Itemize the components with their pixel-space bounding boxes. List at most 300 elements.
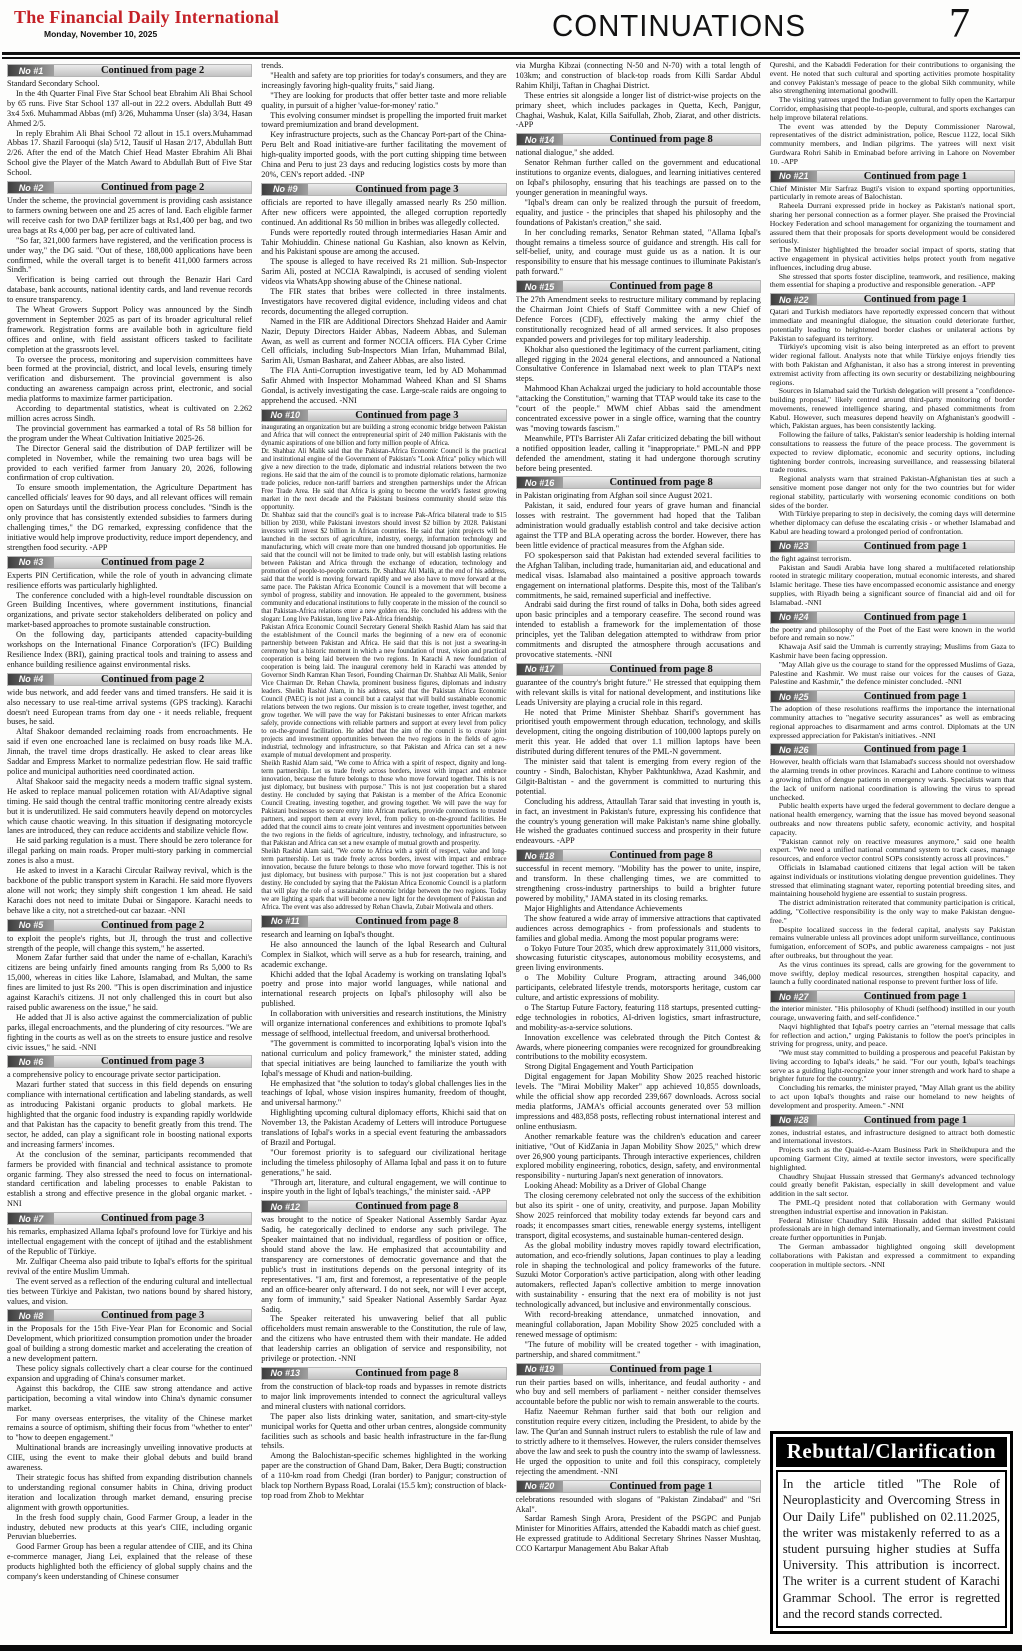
paragraph: the fight against terrorism.	[769, 553, 852, 563]
continuation-no-8	[7, 1309, 252, 1582]
section-continued-label: Continued from page 2	[100, 65, 205, 76]
paragraph: "May Allah give us the courage to stand for the oppressed Muslims of Gaza, Palestine and Kashmir. We must raise our voices for the causes of Gaza, Palestine and Kashmir," the defence minister concluded. -NNI	[769, 659, 1015, 687]
continuation-no-11	[261, 915, 506, 1197]
section-body	[261, 198, 506, 406]
paragraph: The Minister highlighted the broader social impact of sports, stating that active engagement in physical activities helps protect youth from negative influences, including drug abuse.	[769, 245, 1015, 272]
continuation-no-4	[7, 673, 252, 916]
paragraph: The Wheat Growers Support Policy was announced by the Sindh government in September 2025 as part of its broader agricultural relief framework. Registration forms are available both in agriculture field offices and online, with field assistant officers tasked to facilitate completion at the grassroots level.	[7, 305, 253, 354]
continuation-no-26	[770, 743, 1015, 987]
section-continued-label: Continued from page 1	[863, 691, 968, 703]
section-body	[7, 1324, 252, 1582]
paragraph: The FIR states that bribes were collected in three instalments. Investigators have recovered digital evidence, including videos and chat records, documenting the alleged corruption.	[261, 287, 507, 316]
section-continued-label: Continued from page 8	[355, 915, 459, 927]
continuation-lead	[261, 61, 506, 180]
section-continued-label: Continued from page 8	[609, 477, 713, 489]
section-body	[516, 1495, 761, 1554]
section-body	[7, 934, 252, 1053]
section-body	[516, 864, 761, 1359]
section-header-bar	[261, 1367, 506, 1380]
paragraph: the poetry and philosophy of the Poet of the East were known in the world before and remain so now."	[769, 624, 1015, 643]
section-body	[261, 1382, 506, 1501]
paragraph: in the Proposals for the 15th Five-Year Plan for Economic and Social Development, which prioritized consumption promotion under the broader goal of building a strong domestic market and accelerating the creation of a new development pattern.	[7, 1324, 253, 1364]
paragraph: o The Mobility Culture Program, attracting around 346,000 participants, celebrated lifestyle trends, motorsports heritage, custom car culture, and artistic expressions of mobility.	[515, 973, 761, 1003]
paragraph: Sardar Ramesh Singh Arora, President of the PSGPC and Punjab Minister for Minorities Affairs, attended the Kabaddi match as chief guest. He expressed gratitude to Additional Secretary Shrines Nasser Mushtaq, CCO Kartarpur Management Abu Bakar Aftab	[515, 1514, 761, 1554]
section-continued-label: Continued from page 1	[863, 1114, 968, 1126]
paragraph: Sheikh Rashid Alam said, "We come to Africa with a spirit of respect, value and long-term partnership. Let us trade freely across borders, invest with impact and embrace innovation, because the future belongs to those who move forward together. This is not just diplomacy, but business with purpose." This is not just cooperation but a shared destiny. He concluded by saying that the Pakistan Africa Economic Council is a platform that will play the role of a sustainable economic bridge between the two regions. Today we are lighting a spark that will become a new light for the development of Pakistan and Africa. The event was also addressed by Rehan Chawla, Zubair Motiwala and others.	[261, 847, 507, 911]
section-body	[770, 626, 1015, 688]
section-number-chip: No #9	[262, 184, 308, 195]
section-continued-label: Continued from page 3	[355, 183, 459, 195]
paragraph: In the fresh food supply chain, Good Farmer Group, a leader in the industry, debuted new products at this year's CIIE, including organic Peruvian blueberries.	[7, 1512, 253, 1542]
paragraph: Altaf Shakoor said the megacity needs a modern traffic signal system. He asked to replace manual policemen rotation with AI/Adaptive signal timing. He said though the central traffic monitoring centre already exists but it is underutilized. He said commuters heavily depend on motorcycles which cause chaotic weaving. In this situation if designating motorcycle lanes are introduced, they can reduce accidents and stabilize vehicle flow.	[7, 776, 253, 836]
continuation-no-20	[516, 1480, 761, 1554]
paragraph: in Pakistan originating from Afghan soil since August 2021.	[515, 491, 713, 501]
section-continued-label: Continued from page 2	[100, 556, 205, 568]
column-4	[770, 61, 1015, 1644]
paragraph: The show featured a wide array of immersive attractions that captivated audiences across demographics - from professionals and students to families and global media. Among the most popular programs were:	[515, 913, 761, 943]
column-4-text	[770, 61, 1015, 1419]
section-number-chip: No #20	[517, 1481, 563, 1492]
section-number-chip: No #4	[8, 674, 54, 685]
paragraph: The spouse is alleged to have received Rs 21 million. Sub-Inspector Sarim Ali, posted at NCCIA Rawalpindi, is accused of sending violent videos via WhatsApp showing abuse of the Chinese national.	[261, 257, 507, 287]
section-number-chip: No #8	[8, 1310, 54, 1321]
paragraph: The visiting yatrees urged the Indian government to fully open the Kartarpur Corridor, emphasising that people-to-people, cultural, and sports exchanges can help improve bilateral relations.	[769, 95, 1015, 122]
paragraph: Digital engagement for Japan Mobility Show 2025 reached historic levels. The "Mirai Mobility Maker" app achieved 10,855 downloads, while the official show app recorded 239,667 downloads. Across social media platforms, JAMA's official accounts generated over 53 million impressions and 483,858 posts, reflecting robust international interest and online enthusiasm.	[515, 1072, 761, 1131]
section-header-bar	[7, 1309, 252, 1322]
paragraph: In the 4th Quarter Final Five Star School beat Ebrahim Ali Bhai School by 65 runs. Five Star School 137 all-out in 22.2 overs. Abdullah Butt 49 3x4 5x6. Muhammad Abbas (mf) 3/26, Muhamma Unser (sla) 3/34, Hasan Ahmed 2/5.	[7, 88, 253, 128]
paragraph: Federal Minister Chaudhry Salik Hussain added that skilled Pakistani professionals are in high demand internationally, and German investment could create further opportunities in Punjab.	[769, 1215, 1015, 1243]
paragraph: Experts PIN Certification, while the role of youth in advancing climate resilience efforts was particularly highlighted.	[7, 570, 253, 590]
paragraph: These policy signals collectively chart a clear course for the continued expansion and upgrading of China's consumer market.	[7, 1364, 253, 1383]
section-header-bar	[770, 1114, 1015, 1127]
paragraph: "The government is committed to incorporating Iqbal's vision into the national curriculum and policy framework," the minister stated, adding that special initiatives are being launched to familiarize the youth with Iqbal's message of Khudi and nation-building.	[261, 1038, 507, 1078]
section-header-bar	[770, 170, 1015, 183]
continuation-no-21	[770, 170, 1015, 291]
paragraph: Verification is being carried out through the Benazir Hari Card database, bank accounts, national identity cards, and land revenue records to ensure transparency.	[7, 275, 253, 305]
paragraph: The PML-Q president noted that collaboration with Germany would strengthen industrial expertise and innovation in Pakistan.	[769, 1198, 1015, 1216]
section-body	[7, 79, 252, 178]
section-body	[516, 1378, 761, 1477]
section-body	[261, 930, 506, 1197]
paragraph: Another remarkable feature was the children's education and career initiative, "Out of KidZania in Japan Mobility Show 2025," which drew over 26,900 young participants. Through interactive experiences, children explored mobility engineering, robotics, design, safety, and environmental responsibility - nurturing Japan's next generation of innovators.	[515, 1131, 761, 1181]
paragraph: Under the scheme, the provincial government is providing cash assistance to farmers owning between one and 25 acres of land. Each eligible farmer will receive cash for two DAP fertilizer bags at Rs1,400 per bag, and two urea bags at Rs 4,000 per bag, per acre of cultivated land.	[7, 196, 253, 235]
column-2	[261, 61, 506, 1644]
section-body	[261, 1215, 506, 1364]
paragraph: Senator Rehman further called on the government and educational institutions to organize events, dialogues, and learning initiatives centered on Iqbal's philosophy, ensuring that his teachings are passed on to the younger generation in meaningful ways.	[515, 158, 761, 197]
section-number-chip: No #26	[771, 744, 817, 755]
section-header-bar	[770, 743, 1015, 756]
paragraph: was brought to the notice of Speaker National Assembly Sardar Ayaz Sadiq, he categorically declined to endorse any such privilege. The Speaker maintained that no individual, regardless of position or office, should stand above the law. He emphasized that accountability and transparency are cornerstones of democratic governance and that the public's trust in institutions depends on the personal integrity of its representatives. "I am, first and foremost, a representative of the people and an office-bearer only afterward. I do not seek, nor will I ever accept, any form of immunity," said Speaker National Assembly Sardar Ayaz Sadiq.	[261, 1215, 507, 1314]
paragraph: "Through art, literature, and cultural engagement, we will continue to inspire youth in the light of Iqbal's teachings," the minister said. -APP	[261, 1177, 507, 1197]
continuation-lead	[770, 61, 1015, 167]
paragraph: Mahmood Khan Achakzai urged the judiciary to hold accountable those "attacking the Constitution," warning that TTAP would take its case to the "court of the people." MWM chief Abbas said the amendment concentrated excessive power in a single office, warning that the country was "moving towards fascism."	[515, 384, 761, 433]
paragraph: Khichi added that the Iqbal Academy is working on translating Iqbal's poetry and prose into major world languages, while national and international research projects on Iqbal's philosophy will also be published.	[261, 969, 507, 1009]
paragraph: The Director General said the distribution of DAP fertilizer will be completed in November, while the remaining two urea bags will be provided to each verified farmer from January 20, 2026, following confirmation of crop cultivation.	[7, 443, 253, 483]
continuation-no-12	[261, 1200, 506, 1364]
section-body	[770, 185, 1015, 291]
paragraph: As the global mobility industry moves rapidly toward electrification, automation, and eco-friendly solutions, Japan continues to play a leading role in shaping the technological and policy frameworks of the future. Suzuki Motor Corporation's active participation, along with other leading automakers, reflected Japan's collective ambition to merge innovation with sustainability - ensuring that the next era of mobility is not just technologically advanced, but inclusive and environmentally conscious.	[515, 1240, 761, 1310]
section-header-bar	[7, 919, 252, 932]
paragraph: The Speaker reiterated his unwavering belief that all public officeholders must remain answerable to the Constitution, the rule of law, and the citizens who have entrusted them with their mandate. He added that leadership carries an obligation of service and responsibility, not privilege or protection. -NNI	[261, 1314, 507, 1364]
section-header-bar	[261, 409, 506, 422]
paragraph: Among the Balochistan-specific schemes highlighted in the working paper are the construction of Ghand Dam, Baker, Dera Bugti; construction of a 110-km road from Chedgi (Iran border) to Panjgur; construction of black top Northern Bypass Road, Loralai (15.5 km); construction of black-top road from Zhob to Mekhtar	[261, 1451, 507, 1500]
paragraph: With record-breaking attendance, unmatched innovation, and meaningful collaboration, Japan Mobility Show 2025 concluded with a renewed message of optimism:	[515, 1310, 761, 1339]
paragraph: Dr. Shahbaz Ali Malik said that the Pakistan-Africa Economic Council is the practical and institutional engine of the Government of Pakistan's "Look Africa" policy which will give a new direction to the trade, diplomatic and industrial relations between the two regions. He said that the aim of the council is to promote diplomatic relations, harmonize trade policies, reduce non-tariff barriers and strengthen partnerships under the African Free Trade Area. He said that Africa is going to become the world's fastest growing market in the next decade and the Pakistani business community should seize this opportunity.	[261, 447, 507, 511]
paragraph: Projects such as the Quaid-e-Azam Business Park in Sheikhupura and the upcoming Garment City, aimed at textile sector investors, were specifically highlighted.	[769, 1145, 1015, 1172]
paragraph: Meanwhile, PTI's Barrister Ali Zafar criticized debating the bill without a notified opposition leader, calling it "inappropriate." PML-N and PPP defended the amendment, stating it had undergone thorough scrutiny before being presented.	[515, 433, 761, 473]
paragraph: "So far, 321,000 farmers have registered, and the verification process is under way," the DG said. "Out of these, 188,000 applications have been confirmed, while the overall target is to benefit 411,000 farmers across Sindh."	[7, 235, 253, 275]
section-continued-label: Continued from page 1	[609, 1480, 713, 1492]
paragraph: To oversee the process, monitoring and supervision committees have been formed at the provincial, district, and local levels, ensuring timely verification and disbursement. The provincial government is also conducting an awareness campaign across print, electronic, and social media platforms to maximize farmer participation.	[7, 354, 253, 404]
paragraph: Khawaja Asif said the Ummah is currently straying; Muslims from Gaza to Kashmir have been facing oppression.	[769, 642, 1015, 661]
paragraph: Standard Secondary School.	[7, 79, 100, 88]
section-header-bar	[516, 1480, 761, 1493]
continuation-no-19	[516, 1363, 761, 1477]
paragraph: Mazari further stated that success in this field depends on ensuring compliance with international certification and labeling standards, as well as introducing Pakistani organic products to global markets. He highlighted that the organic food industry is expanding rapidly worldwide and that Pakistan has the capacity to benefit greatly from this trend. The sector, he added, can play a significant role in boosting national exports and increasing farmers' incomes.	[7, 1080, 253, 1149]
section-body	[7, 688, 252, 916]
section-continued-label: Continued from page 2	[100, 182, 205, 194]
paragraph: The event served as a reflection of the enduring cultural and intellectual ties between Türkiye and Pakistan, two nations bound by shared history, values, and vision.	[7, 1276, 253, 1306]
continuation-no-17	[516, 663, 761, 846]
paragraph: Against this backdrop, the CIIE saw strong attendance and active participation, becoming a vital window into China's dynamic consumer market.	[7, 1383, 253, 1413]
paragraph: The district administration reiterated that community participation is critical, adding, "Collective responsibility is the only way to make Pakistan dengue-free."	[769, 898, 1015, 925]
paragraph: He asked to invest in a Karachi Circular Railway revival, which is the backbone of the public transport system in Karachi. He said more flyovers alone will not work; they simply shift congestion 1 km ahead. He said Karachi does not need to imitate Dubai or Singapore. Karachi needs to behave like a city, not a stretched-out car bazaar. -NNI	[7, 866, 253, 915]
paragraph: celebrations resounded with slogans of "Pakistan Zindabad" and "Sri Akal".	[515, 1494, 761, 1514]
paragraph: national dialogue," she added.	[515, 148, 615, 158]
column-3	[516, 61, 761, 1644]
section-body	[770, 555, 1015, 608]
section-number-chip: No #24	[771, 612, 817, 623]
paragraph: Good Farmer Group has been a regular attendee of CIIE, and its China e-commerce manager, Jiang Lei, explained that the release of these products highlighted both the efficiency of global supply chains and the company's keen understanding of Chinese consumer	[7, 1542, 253, 1582]
paragraph: o The Startup Future Factory, featuring 118 startups, presented cutting-edge technologies in robotics, AI-driven logistics, smart infrastructure, and mobility-as-a-service solutions.	[515, 1002, 761, 1032]
page-number: 7	[949, 1, 970, 47]
section-header-bar	[516, 280, 761, 293]
section-number-chip: No #17	[517, 664, 563, 675]
section-continued-label: Continued from page 2	[100, 919, 205, 931]
section-number-chip: No #25	[771, 691, 817, 702]
paragraph: The closing ceremony celebrated not only the success of the exhibition but also its spirit - one of unity, creativity, and purpose. Japan Mobility Show 2025 reinforced that mobility today extends far beyond cars and roads; it encompasses smart cities, renewable energy systems, intelligent transport, digital ecosystems, and sustainable human-centered design.	[515, 1191, 761, 1240]
paragraph: On the following day, participants attended capacity-building workshops on the International Finance Corporation's (IFC) Building Resilience Index (BRI), gaining practical tools and training to assess and enhance building resilience against environmental risks.	[7, 630, 253, 669]
section-body	[516, 678, 761, 846]
paragraph: Naqvi highlighted that Iqbal's poetry carries an "eternal message that calls for reflection and action," urging Pakistanis to follow the poet's principles in striving for progress, unity, and peace.	[769, 1021, 1015, 1049]
paragraph: Mr. Zulfiqar Cheema also paid tribute to Iqbal's efforts for the spiritual revival of the entire Muslim Ummah.	[7, 1256, 253, 1276]
paragraph: Chief Minister Mir Sarfraz Bugti's vision to expand sporting opportunities, particularly in remote areas of Balochistan.	[769, 183, 1015, 202]
section-header-bar	[770, 690, 1015, 703]
paragraph: This evolving consumer mindset is propelling the imported fruit market toward premiumization and brand development.	[261, 110, 507, 130]
section-header-bar	[770, 990, 1015, 1003]
section-number-chip: No #13	[262, 1368, 308, 1379]
section-body	[770, 705, 1015, 740]
paragraph: Officials in Islamabad cautioned citizens that legal action will be taken against individuals or institutions violating dengue prevention guidelines. They stressed that eliminating stagnant water, reporting potential breeding sites, and maintaining household hygiene are essential to sustain progress.	[769, 862, 1015, 899]
section-header-bar	[7, 64, 252, 77]
section-number-chip: No #14	[517, 134, 563, 145]
paragraph: the interior minister. "His philosophy of Khudi (selfhood) instilled in our youth courage, unwavering faith, and self-confidence."	[769, 1004, 1015, 1022]
section-number-chip: No #19	[517, 1364, 563, 1375]
paragraph: Qureshi, and the Kabaddi Federation for their contributions to organising the event. He noted that such cultural and sporting activities promote hospitality and convey Pakistan's message of peace to the global Sikh community, while also strengthening international goodwill.	[769, 61, 1015, 96]
paragraph: Hafiz Naeemur Rehman further said that both our religion and constitution require every citizen, including the President, to abide by the law. The Qur'an and Sunnah instruct rulers to establish the rule of law and to strictly adhere to it themselves. However, the rulers consider themselves above the law and seek to push the country into the swamp of lawlessness. He urged the opposition to unite and foil this conspiracy, completely rejecting the amendment. -NNI	[515, 1407, 761, 1476]
rebuttal-title: Rebuttal/Clarification	[776, 1437, 1007, 1467]
continuation-no-14	[516, 133, 761, 277]
paragraph: Strong Digital Engagement and Youth Participation	[524, 1062, 694, 1072]
paragraph: Key infrastructure projects, such as the Chancay Port-part of the China-Peru Belt and Road initiative-are further facilitating the movement of high-quality imported goods, with the port cutting shipping time between China and Peru to just 23 days and reducing logistics costs by more than 20%, CEN's report added. -INP	[261, 130, 507, 179]
section-body	[261, 61, 506, 180]
paragraph: Sources in Islamabad said the Turkish delegation will present a "confidence-building proposal," likely centred around third-party monitoring of border movements, renewed intelligence sharing, and phased commitments from Kabul. However, such measures depend heavily on Afghanistan's goodwill - which, Pakistan argues, has been consistently lacking.	[769, 386, 1015, 431]
paragraph: zones, industrial estates, and infrastructure designed to attract both domestic and international investors.	[769, 1127, 1015, 1146]
section-number-chip: No #11	[262, 916, 308, 927]
continuation-no-23	[770, 540, 1015, 608]
paragraph: Funds were reportedly routed through intermediaries Hasan Amir and Tahir Mohiuddin. Chinese national Gu Kashian, also known as Kelvin, and his Pakistani spouse are among the accused.	[261, 227, 507, 257]
section-body	[7, 196, 252, 553]
continuation-no-25	[770, 690, 1015, 740]
section-number-chip: No #18	[517, 850, 563, 861]
paragraph: Concluding his remarks, the minister prayed, "May Allah grant us the ability to act upon Iqbal's thoughts and raise our homeland to new heights of development and prosperity. Ameen." -NNI	[769, 1083, 1015, 1110]
section-body	[7, 571, 252, 670]
paragraph: Altaf Shakoor demanded reclaiming roads from encroachments. He said if even one encroached lane is reclaimed on busy roads like M.A. Jinnah, the travel time drops drastically. He asked to clear areas like Saddar and Empress Market to normalize pedestrian flow. He said traffic police and municipal authorities need coordinated action.	[7, 727, 253, 776]
section-header-bar	[261, 915, 506, 928]
paragraph: inaugurating an organization but are building a strong economic bridge between Pakistan and Africa that will connect the entrepreneurial spirit of 240 million Pakistanis with the dynamic aspirations of one billion and forty million people of Africa.	[261, 423, 507, 447]
paragraph: Raheela Durrani expressed pride in hockey as Pakistan's national sport, sharing her personal connection as a former player. She praised the Provincial Hockey Federation and school management for organizing the tournament and assured them that their proposals for sports development would be considered seriously.	[769, 201, 1015, 246]
paragraph: FO spokesperson said that Pakistan had extended several facilities to the Afghan Taliban, including trade, humanitarian aid, and educational and medical visas. Islamabad also maintained a positive approach towards engagement on international platforms. Despite this, most of the Taliban's commitments, he said, remained superficial and ineffective.	[515, 550, 761, 600]
paragraph: Concluding his address, Attaullah Tarar said that investing in youth is, in fact, an investment in Pakistan's future, expressing his confidence that the country's young generation will make Pakistan's name shine globally. He wished the graduates continued success and prosperity in their future endeavours. -APP	[515, 796, 761, 846]
paragraph: He added that JI is also active against the commercialization of public parks, illegal encroachments, and the plundering of city resources. "We are fighting in the courts as well as on the streets to ensure justice and resolve civic issues," he said. -NNI	[7, 1012, 253, 1052]
paragraph: Khokhar also questioned the legitimacy of the current parliament, citing alleged rigging in the 2024 general elections, and announced a National Consultative Conference in Islamabad next week to plan TTAP's next steps.	[515, 344, 761, 384]
continuation-no-9	[261, 183, 506, 406]
section-body	[516, 491, 761, 659]
paragraph: The conference concluded with a high-level roundtable discussion on Green Building Incentives, where government institutions, financial organizations, and private sector stakeholders deliberated on policy and market-based approaches to promote sustainable construction.	[7, 590, 253, 630]
paragraph: Despite localized success in the federal capital, analysts say Pakistan remains vulnerable unless all provinces adopt uniform surveillance, continuous fumigation, enforcement of SOPs, and public awareness campaigns - not just after outbreaks, but throughout the year.	[769, 924, 1015, 960]
section-header-bar	[516, 476, 761, 489]
paragraph: to exploit the people's rights, but JI, through the trust and collective strength of the people, will change this system," he asserted.	[7, 933, 253, 953]
page-section-title: CONTINUATIONS	[552, 8, 806, 43]
paragraph: Their strategic focus has shifted from expanding distribution channels to understanding regional consumer habits in China, driving product iteration and localization through market demand, ensuring precise alignment with growth opportunities.	[7, 1473, 253, 1512]
section-body	[516, 61, 761, 130]
paragraph: The provincial government has earmarked a total of Rs 58 billion for the program under the Wheat Cultivation Initiative 2025-26.	[7, 423, 253, 443]
section-body	[516, 295, 761, 473]
paragraph: o Tokyo Future Tour 2035, which drew approximately 311,000 visitors, showcasing futuristic cityscapes, autonomous mobility ecosystems, and green living environments.	[515, 943, 761, 973]
section-body	[770, 1005, 1015, 1111]
paragraph: "Health and safety are top priorities for today's consumers, and they are increasingly favoring high-quality fruits," said Jiang.	[261, 70, 507, 90]
section-body	[770, 1129, 1015, 1270]
paragraph: To ensure smooth implementation, the Agriculture Department has cancelled officials' leaves for 90 days, and all relevant offices will remain open on Saturdays until the distribution process concludes. "Sindh is the only province that has consistently extended subsidies to farmers during challenging times," the DG remarked, expressing confidence that the initiative would help improve productivity, reduce import dependency, and strengthen food security. -APP	[7, 483, 253, 552]
paragraph: He said parking regulation is a must. There should be zero tolerance for illegal parking on main roads. Proper multi-story parking in commercial zones is also a must.	[7, 836, 253, 866]
paragraph: guarantee of the country's bright future." He stressed that equipping them with relevant skills is vital for national development, and institutions like Leads University are playing a crucial role in this regard.	[515, 677, 761, 707]
paragraph: wide bus network, and add feeder vans and timed transfers. He said it is also necessary to use real-time arrival systems (GPS tracking). Karachi doesn't need European trams from day one - it needs reliable, frequent buses, he said.	[7, 687, 253, 727]
paragraph: With Türkiye preparing to step in decisively, the coming days will determine whether diplomacy can defuse the escalating crisis - or whether Islamabad and Kabul are heading toward a prolonged period of confrontation.	[769, 509, 1015, 537]
paragraph: The 27th Amendment seeks to restructure military command by replacing the Chairman Joint Chiefs of Staff Committee with a new Chief of Defence Forces (CDF), effectively making the army chief the constitutionally recognized head of all armed services. It also proposes expanded powers and privileges for top military leadership.	[515, 295, 761, 344]
continuation-no-15	[516, 280, 761, 473]
paragraph: Innovation excellence was celebrated through the Pitch Contest & Awards, where pioneering companies were recognized for groundbreaking contributions to the mobility ecosystem.	[515, 1032, 761, 1062]
section-continued-label: Continued from page 1	[863, 170, 968, 182]
paragraph: These entries sit alongside a longer list of district-wise projects on the primary sheet, which includes packages in Quetta, Kech, Panjgur, Chaghai, Washuk, Kalat, Killa Saifullah, Zhob, Ziarat, and other districts. -APP	[515, 90, 761, 130]
paragraph: However, health officials warn that Islamabad's success should not overshadow the alarming trends in other provinces. Karachi and Lahore continue to witness a growing influx of dengue patients in emergency wards. Specialists warn that the lack of uniform national coordination is allowing the virus to spread unchecked.	[769, 757, 1015, 802]
section-body	[261, 424, 506, 912]
page-bottom-rule	[0, 1645, 1022, 1651]
paragraph: Andrabi said during the first round of talks in Doha, both sides agreed upon basic principles and a temporary ceasefire. The second round was intended to establish a framework for the implementation of those principles, yet the Taliban delegation attempted to withdraw from prior commitments and disrupted the atmosphere through accusations and provocative statements. -NNI	[515, 600, 761, 659]
section-continued-label: Continued from page 8	[609, 663, 713, 675]
section-number-chip: No #16	[517, 477, 563, 488]
paragraph: run their parties based on wills, inheritance, and feudal authority - and who buy and sell members of parliament - neither consider themselves accountable before the public nor wish to remain answerable to the courts.	[515, 1377, 761, 1407]
section-continued-label: Continued from page 1	[863, 744, 968, 756]
continuation-no-18	[516, 849, 761, 1359]
section-header-bar	[516, 849, 761, 862]
rebuttal-body: In the article titled "The Role of Neuroplasticity and Overcoming Stress in Our Daily Life" published on 02.11.2025, the writer was mistakenly referred to as a student pursuing higher studies at Suffa University. This attribution is incorrect. The writer is a current student of Karachi Grammar School. The error is regretted and the record stands corrected.	[776, 1470, 1007, 1628]
section-continued-label: Continued from page 3	[355, 409, 459, 421]
paragraph: "We must stay committed to building a prosperous and peaceful Pakistan by living according to Iqbal's ideals," he said. "For our youth, Iqbal's teachings serve as a guiding light-recognize your inner strength and work hard to shape a brighter future for the country."	[769, 1048, 1015, 1084]
paragraph: Pakistan, it said, endured four years of grave human and financial losses with restraint. The government had hoped that the Taliban administration would gradually establish control and take decisive action against the TTP and BLA operating across the border. However, there has been little evidence of practical measures from the Afghan side.	[515, 501, 761, 550]
paragraph: Pakistan and Saudi Arabia have long shared a multifaceted relationship rooted in strategic military cooperation, mutual economic interests, and shared Islamic heritage. These ties have encompassed economic assistance and energy supplies, with Riyadh being a significant source of financial aid and oil for Islamabad. -NNI	[769, 562, 1015, 607]
section-continued-label: Continued from page 3	[100, 1213, 205, 1225]
section-continued-label: Continued from page 2	[100, 673, 205, 685]
paragraph: Regional analysts warn that strained Pakistan-Afghanistan ties at such a sensitive moment pose danger not only for the two countries but for wider regional stability, particularly with worsening economic conditions on both sides of the border.	[769, 474, 1015, 510]
section-continued-label: Continued from page 1	[609, 1363, 713, 1375]
section-header-bar	[770, 611, 1015, 624]
section-number-chip: No #2	[8, 182, 54, 193]
paragraph: Major Highlights and Attendance Achievements	[524, 903, 683, 913]
paragraph: Qatari and Turkish mediators have reportedly expressed concern that without immediate and meaningful dialogue, the situation could deteriorate further, potentially leading to heightened border clashes or unilateral actions by Pakistan to safeguard its territory.	[769, 307, 1015, 343]
section-number-chip: No #23	[771, 541, 817, 552]
paragraph: Highlighting upcoming cultural diplomacy efforts, Khichi said that on November 13, the Pakistan Academy of Letters will introduce Portuguese translations of Iqbal's works in a special event featuring the ambassadors of Brazil and Portugal.	[261, 1108, 507, 1147]
paragraph: successful in recent memory. "Mobility has the power to unite, inspire, and transform. In these challenging times, we are committed to strengthening cross-industry partnerships to build a brighter future powered by mobility," JAMA stated in its closing remarks.	[515, 864, 761, 903]
section-body	[516, 148, 761, 277]
section-continued-label: Continued from page 1	[863, 540, 968, 552]
continuations-body	[0, 59, 1022, 1644]
section-header-bar	[770, 293, 1015, 306]
paragraph: He emphasized that "the solution to today's global challenges lies in the teachings of Iqbal, whose vision inspires humanity, freedom of thought, and universal harmony."	[261, 1078, 507, 1108]
continuation-no-7	[7, 1212, 252, 1306]
paragraph: Multinational brands are increasingly unveiling innovative products at CIIE, using the event to make their global debuts and build brand awareness.	[7, 1443, 253, 1473]
continuation-no-1	[7, 64, 252, 178]
paragraph: The FIA Anti-Corruption investigative team, led by AD Mohammad Safir Ahmed with Inspector Mohammad Waheed Khan and SI Shams Gondal, is actively investigating the case. Large-scale raids are ongoing to apprehend the accused. -NNI	[261, 366, 507, 405]
paragraph: Monem Zafar further said that under the name of e-challan, Karachi's citizens are being unfairly fined amounts ranging from Rs 5,000 to Rs 15,000, whereas in cities like Lahore, Islamabad, and Multan, the same fines are limited to just Rs 200. "This is open discrimination and injustice against Karachi's citizens. JI not only challenged this in court but also raised public awareness on the issue," he said.	[7, 953, 253, 1012]
section-header-bar	[7, 556, 252, 569]
paragraph: The minister said that talent is emerging from every region of the country - Sindh, Balochistan, Khyber Pakhtunkhwa, Azad Kashmir, and Gilgit-Baltistan - and the government is committed to nurturing this potential.	[515, 757, 761, 796]
paragraph: In collaboration with universities and research institutions, the Ministry will organize international conferences and exhibitions to promote Iqbal's message of selfhood, intellectual freedom, and universal brotherhood.	[261, 1009, 507, 1038]
rebuttal-box	[770, 1431, 1013, 1634]
section-header-bar	[261, 1200, 506, 1213]
continuation-no-16	[516, 476, 761, 659]
section-header-bar	[516, 1363, 761, 1376]
section-header-bar	[261, 183, 506, 196]
section-number-chip: No #12	[262, 1201, 308, 1212]
paragraph: "They are looking for products that offer better taste and more reliable quality, in pursuit of a higher 'value-for-money' ratio."	[261, 90, 507, 110]
paragraph: The adoption of these resolutions reaffirms the importance the international community attaches to "negative security assurances" as well as embracing regional approaches to disarmament and arms control. Diplomats at the UN expressed appreciation for Pakistan's initiatives. -NNI	[769, 704, 1015, 740]
section-continued-label: Continued from page 8	[355, 1367, 459, 1379]
section-number-chip: No #6	[8, 1056, 54, 1067]
paragraph: "Our foremost priority is to safeguard our civilizational heritage including the timeless philosophy of Allama Iqbal and pass it on to future generations," he said.	[261, 1147, 507, 1177]
paragraph: Public health experts have urged the federal government to declare dengue a national health emergency, warning that the issue has moved beyond seasonal outbreaks and now threatens public safety, economic activity, and hospital capacity.	[769, 801, 1015, 837]
paragraph: via Murgha Kibzai (connecting N-50 and N-70) with a total length of 103km; and construction of black-top roads from Killi Sardar Abdul Rahim Khilji, Taftan in Chaghai District.	[515, 61, 761, 90]
section-header-bar	[770, 540, 1015, 553]
paragraph: She stressed that sports foster discipline, teamwork, and resilience, making them essential for shaping a productive and responsible generation. -APP	[769, 271, 1015, 290]
paragraph: Chaudhry Shujaat Hussain stressed that Germany's advanced technology could greatly benefit Pakistan, especially in skill development and value addition in the salt sector.	[769, 1171, 1015, 1199]
section-continued-label: Continued from page 1	[863, 611, 968, 623]
section-body	[770, 758, 1015, 987]
paragraph: Named in the FIR are Additional Directors Shehzad Haider and Aamir Nazir, Deputy Directors Haider Abbas, Nadeem Abbas, and Suleman Awan, as well as current and former NCCIA officers. FIA Cyber Crime Cell officials, including Sub-Inspectors Mian Irfan, Muhammad Bilal, Sarim Ali, Usman Basharat, and Zaheer Abbas, are also listed.	[261, 316, 507, 366]
section-continued-label: Continued from page 8	[609, 134, 713, 146]
continuation-no-3	[7, 556, 252, 670]
continuation-no-24	[770, 611, 1015, 688]
continuation-no-13	[261, 1367, 506, 1501]
section-number-chip: No #15	[517, 281, 563, 292]
paragraph: He noted that Prime Minister Shehbaz Sharif's government has prioritised youth empowerment through education, technology, and skills development, citing the ongoing distribution of 100,000 laptops purely on merit this year. He added that over 1.1 million laptops have been distributed during different tenures of the PML-N government.	[515, 707, 761, 757]
paragraph: According to departmental statistics, wheat is cultivated on 2.262 million acres across Sindh.	[7, 404, 253, 423]
section-continued-label: Continued from page 8	[609, 850, 713, 862]
section-number-chip: No #10	[262, 410, 308, 421]
section-continued-label: Continued from page 8	[609, 281, 713, 293]
section-body	[7, 1070, 252, 1209]
section-number-chip: No #3	[8, 557, 54, 568]
newspaper-title: The Financial Daily International	[14, 7, 280, 27]
section-header-bar	[7, 1055, 252, 1068]
paragraph: Pakistan Africa Economic Council Secretary General Sheikh Rashid Alam has said that the establishment of the Council marks the beginning of a new era of economic partnership between Pakistan and Africa. He said that this is not just a swearing-in ceremony but a historic moment in which a new foundation of trust, vision and practical cooperation is being laid between the two regions. In Karachi A new foundation of cooperation is being laid. The inaugural ceremony held in Karachi was attended by Governor Sindh Kamran Khan Tesori, Founding Chairman Dr. Shahbaz Ali Malik, Senior Vice Chairman Dr. Rehan Chawla, prominent business figures, diplomats and industry leaders. Sheikh Rashid Alam, in his address, said that the Pakistan Africa Economic Council (PAEC) is not just a council but a catalyst that will build sustainable economic relations between the two regions. Our mission is to create together, invest together, and grow together. We will pave the way for Pakistani businesses to enter African markets safely, provide connections with reliable partners and support at every level from policy to on-the-ground facilitation. He added that the aim of the council is to create joint projects and investment opportunities between the two regions in the fields of agro-industrial, technology and infrastructure, so that Pakistan and Africa can set a new example of mutual development and prosperity.	[261, 623, 507, 759]
paragraph: Looking Ahead: Mobility as a Driver of Global Change	[524, 1181, 707, 1191]
page-header	[0, 0, 1022, 52]
section-number-chip: No #21	[771, 171, 817, 182]
section-header-bar	[7, 673, 252, 686]
section-continued-label: Continued from page 3	[100, 1056, 205, 1068]
continuation-no-10	[261, 409, 506, 912]
paragraph: from the construction of black-top roads and bypasses in remote districts to major link improvements intended to connect the agricultural valleys and mineral clusters with national corridors.	[261, 1381, 507, 1411]
section-number-chip: No #5	[8, 920, 54, 931]
section-body	[7, 1227, 252, 1306]
continuation-no-22	[770, 293, 1015, 537]
continuation-no-5	[7, 919, 252, 1053]
section-header-bar	[7, 181, 252, 194]
section-number-chip: No #1	[8, 65, 54, 76]
paragraph: "The future of mobility will be created together - with imagination, partnership, and shared commitment."	[515, 1339, 761, 1359]
paragraph: "Pakistan cannot rely on reactive measures anymore," said one health expert. "We need a unified national command system to track cases, manage resources, and enforce vector control SOPs consistently across all provinces."	[769, 836, 1015, 864]
section-continued-label: Continued from page 1	[863, 991, 968, 1003]
column-1	[7, 61, 252, 1644]
paragraph: a comprehensive policy to encourage private sector participation.	[7, 1070, 221, 1080]
header-divider	[2, 52, 1020, 59]
continuation-lead	[516, 61, 761, 130]
section-number-chip: No #27	[771, 991, 817, 1002]
continuation-no-28	[770, 1114, 1015, 1270]
continuation-no-6	[7, 1055, 252, 1209]
issue-date: Monday, November 10, 2025	[44, 29, 158, 39]
paragraph: The event was attended by the Deputy Commissioner Narowal, representatives of the district administration, police, Rescue 1122, local Sikh community members, and Indian pilgrims. The yatrees will next visit Gurdwara Rohri Sahib in Eminabad before arriving in Lahore on November 10. -APP	[769, 121, 1015, 166]
section-number-chip: No #28	[771, 1115, 817, 1126]
section-continued-label: Continued from page 1	[863, 294, 968, 306]
paragraph: officials are reported to have illegally amassed nearly Rs 250 million. After new officers were appointed, the alleged corruption reportedly continued. An additional Rs 50 million in bribes was allegedly collected.	[261, 197, 507, 227]
paragraph: "Iqbal's dream can only be realized through the pursuit of freedom, equality, and justice - the principles that shaped his philosophy and the foundations of Pakistan's creation," she said.	[515, 197, 761, 227]
section-number-chip: No #22	[771, 294, 817, 305]
section-header-bar	[516, 663, 761, 676]
paragraph: Dr. Shahbaz said that the council's goal is to increase Pak-Africa bilateral trade to $15 billion by 2030, while Pakistani investors should invest $2 billion by 2028. Pakistani investors will invest $2 billion in African countries. He said that joint projects will be launched in the sectors of agriculture, industry, energy, information technology and manufacturing, which will create more than one hundred thousand job opportunities. He said that the council will not be limited to trade only, but will establish lasting relations between Pakistan and Africa through the exchange of education, technology and promotion of people-to-people contacts. Dr. Shahbaz Ali Malik, at the end of his address, said that the world is moving forward rapidly and we also have to move forward at the same pace. The Pakistan Africa Economic Council is a movement that will become a symbol of progress, stability and innovation. He appealed to the government, business community and educational institutions to fully cooperate in the mission of the council so that Pakistan-Africa relations enter a new golden era. He concluded his address with the slogan: Long live Pakistan, long live Pak-Africa friendship.	[261, 511, 507, 623]
paragraph: In reply Ebrahim Ali Bhai School 72 allout in 15.1 overs.Muhammad Abbas 17. Shazil Farooqui (sla) 5/12, Tausif ul Hasan 2/17, Abdullah Butt 2/26. After the end of the Match Chief Head Master Ebrahim Ali Bhai School give the Player of the Match Award to Abdullah Butt of Five Star School.	[7, 128, 253, 178]
paragraph: Türkiye's upcoming visit is also being interpreted as an effort to prevent wider regional fallout. Analysts note that while Türkiye enjoys friendly ties with both Pakistan and Afghanistan, it also has a strong interest in preventing extremist activity from affecting its own security or destabilizing neighbouring regions.	[769, 342, 1015, 387]
section-continued-label: Continued from page 8	[355, 1201, 459, 1213]
paragraph: The German ambassador highlighted ongoing skill development collaborations with Pakistan and expressed a commitment to expanding cooperation in multiple sectors. -NNI	[769, 1242, 1015, 1269]
section-header-bar	[516, 133, 761, 146]
section-number-chip: No #7	[8, 1213, 54, 1224]
section-body	[770, 61, 1015, 167]
paragraph: At the conclusion of the seminar, participants recommended that farmers be provided with financial and technical assistance to promote organic farming. They also stressed the need to focus on international-standard certification and labeling processes to enable Pakistan to establish a strong and effective presence in the global organic market. -NNI	[7, 1149, 253, 1209]
continuation-no-2	[7, 181, 252, 553]
paragraph: research and learning on Iqbal's thought.	[261, 929, 395, 939]
continuation-no-27	[770, 990, 1015, 1111]
section-body	[770, 308, 1015, 537]
paragraph: trends.	[261, 61, 284, 70]
section-header-bar	[7, 1212, 252, 1225]
paragraph: Sheikh Rashid Alam said, "We come to Africa with a spirit of respect, dignity and long-term partnership. Let us trade freely across borders, invest with impact and embrace innovation, because the future belongs to those who move forward together. This is not just diplomacy, but business with purpose." This is not just cooperation but a shared destiny. He concluded by saying that Pakistan is a member of the Africa Economic Council Creating, investing together, and growing together. We will pave the way for Pakistani businesses to secure entry into African markets, provide connections to trusted partners, and support them at every level, from policy to on-the-ground facilities. He added that the council aims to create joint ventures and investment opportunities between the two regions in the fields of agriculture, industry, technology, and infrastructure, so that Pakistan and Africa can set a new example of mutual growth and prosperity.	[261, 759, 507, 847]
paragraph: Following the failure of talks, Pakistan's senior leadership is holding internal consultations to reassess the future of the peace process. The government is expected to review diplomatic, economic and security options, including tightening border controls, increasing surveillance, and reassessing bilateral trade routes.	[769, 430, 1015, 475]
paragraph: his remarks, emphasized Allama Iqbal's profound love for Türkiye and his intellectual engagement with the concept of ijtihad and the establishment of the Republic of Türkiye.	[7, 1227, 253, 1256]
paragraph: For many overseas enterprises, the vitality of the Chinese market remains a source of optimism, shifting their focus from "whether to enter" to "how to deepen engagement."	[7, 1413, 253, 1443]
paragraph: He also announced the launch of the Iqbal Research and Cultural Complex in Sialkot, which will serve as a hub for research, training, and academic exchange.	[261, 939, 507, 969]
section-continued-label: Continued from page 3	[100, 1310, 205, 1322]
